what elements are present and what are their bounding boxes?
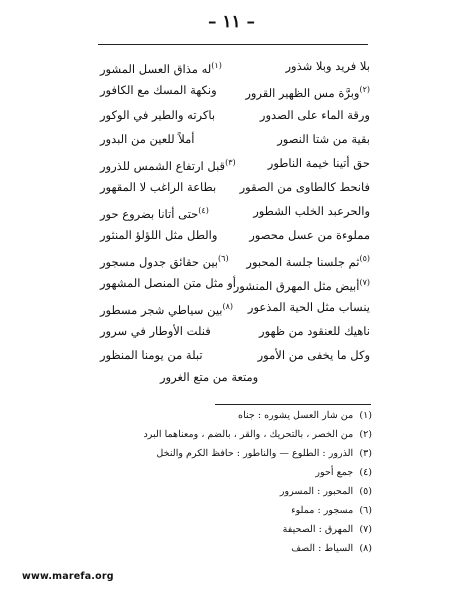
- poem-text: [100, 56, 370, 396]
- footnote-marker: (٢): [359, 85, 370, 94]
- footnote-marker: (١): [211, 61, 222, 70]
- footnote-marker: (٨): [222, 302, 234, 311]
- footnote-divider: [215, 404, 371, 405]
- poem-line: ونكهة المسك مع الكافور: [100, 83, 217, 97]
- poem-line: بلا فريد وبلا شذور: [285, 59, 370, 73]
- poem-line: $^{(٦)}$بين حقائق جدول مسجور: [100, 254, 229, 269]
- poem-line: ينساب مثل الحية المذعور: [247, 300, 370, 314]
- poem-line: والحرعبد الخلب الشطور: [253, 204, 370, 218]
- page-number: – ١١ –: [207, 12, 256, 32]
- website-url: www.marefa.org: [22, 571, 114, 582]
- footnote-8: (٨) السياط : الصف: [291, 543, 372, 554]
- header-rule: [98, 44, 368, 45]
- footnote-4: (٤) جمع أحور: [315, 467, 372, 478]
- poem-line: $^{(٢)}$وبرَّة مس الظهير القرور: [245, 85, 370, 100]
- poem-line: $^{(٥)}$ثم جلسنا جلسة المحبور: [246, 254, 370, 269]
- footnote-1: (١) من شار العسل يشوره : جناه: [238, 410, 372, 421]
- poem-line: ناهيك للعنقود من ظهور: [259, 324, 370, 338]
- poem-line: تبلة من يومنا المنظور: [100, 348, 203, 362]
- poem-line: أملاً للعين من البدور: [100, 132, 195, 146]
- poem-line: وكل ما يخفى من الأمور: [257, 348, 370, 362]
- poem-line: $^{(٨)}$بين سياطي شجر مسطور: [100, 302, 234, 317]
- footnote-2: (٢) من الخصر ، بالتحريك ، والقر ، بالضم ، ومعناهما البرد: [143, 429, 372, 440]
- poem-line: بقية من شتا النصور: [277, 132, 370, 146]
- footnote-marker: (٦): [218, 254, 229, 263]
- poem-line: والطل مثل اللؤلؤ المنثور: [100, 228, 218, 242]
- poem-line: أو مثل متن المنصل المشهور: [100, 276, 236, 290]
- poem-line: حق أتينا خيمة الناطور: [267, 156, 370, 170]
- poem-line: $^{(٣)}$قبل ارتفاع الشمس للذرور: [100, 158, 236, 173]
- poem-line: فنلت الأوطار في سرور: [100, 324, 211, 338]
- poem-line: بطاعة الراغب لا المقهور: [100, 180, 217, 194]
- footnote-marker: (٣): [225, 158, 236, 167]
- footnote-6: (٦) مسجور : مملوء: [291, 505, 372, 516]
- poem-line: $^{(٧)}$أبيض مثل المهرق المنشور: [233, 278, 370, 293]
- poem-line: $^{(١)}$له مذاق العسل المشور: [100, 61, 222, 76]
- poem-line: $^{(٤)}$حتى أتانا بضروع حور: [100, 206, 209, 221]
- footnote-3: (٣) الذرور : الطلوع — والناطور : حافظ الكرم والنخل: [156, 448, 372, 459]
- poem-line: مملوءة من عسل محصور: [249, 228, 370, 242]
- footnote-marker: (٧): [359, 278, 370, 287]
- poem-line: باكرته والطير في الوكور: [100, 108, 216, 122]
- poem-line: فانحط كالطاوى من الصقور: [239, 180, 370, 194]
- footnote-7: (٧) المهرق : الصحيفة: [282, 524, 372, 535]
- footnote-5: (٥) المحبور : المسرور: [279, 486, 372, 497]
- poem-line: ورقة الماء على الصدور: [259, 108, 370, 122]
- footnote-marker: (٤): [198, 206, 209, 215]
- footnote-marker: (٥): [359, 254, 370, 263]
- poem-line: ومتعة من متع الغرور: [160, 370, 259, 384]
